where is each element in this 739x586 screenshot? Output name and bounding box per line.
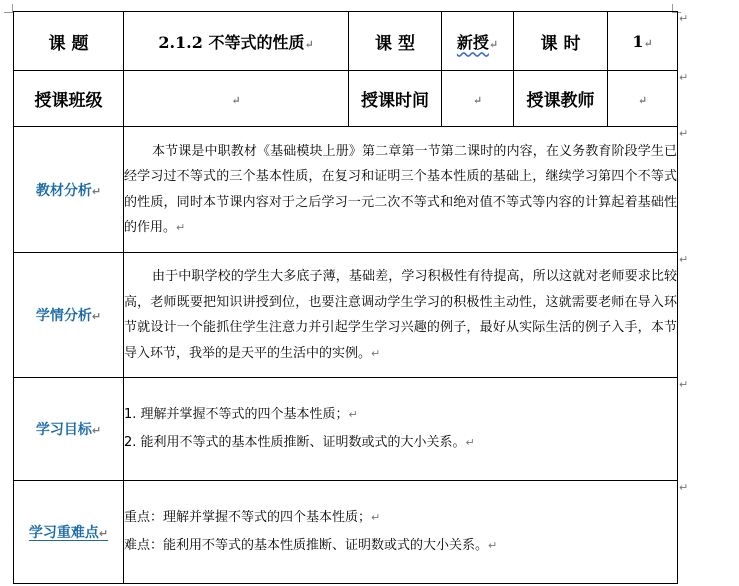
time-value-cell[interactable]: ↵	[442, 71, 514, 127]
type-label-cell[interactable]: 课 型	[349, 12, 442, 71]
goal-item: 2. 能利用不等式的基本性质推断、证明数或式的大小关系。↵	[124, 435, 475, 450]
goal-item: 1. 理解并掌握不等式的四个基本性质；↵	[124, 407, 358, 422]
topic-value-cell[interactable]: 2.1.2 不等式的性质↵	[124, 12, 349, 71]
class-value-cell[interactable]: ↵	[124, 71, 349, 127]
lesson-plan-table	[13, 11, 678, 584]
section-text-textbook[interactable]: 本节课是中职教材《基础模块上册》第二章第一节第二课时的内容，在义务教育阶段学生已经学习过不等式的三个基本性质，在复习和证明三个基本性质的基础上，继续学习第四个不等式的性质，同时本节课内容对于之后学习一元二次不等式和绝对值不等式等内容的计算起着基础性的作用。↵	[124, 127, 678, 253]
section-label-textbook[interactable]: 教材分析↵	[14, 127, 124, 253]
header-row-2	[14, 71, 678, 127]
hours-label-cell[interactable]: 课 时	[514, 12, 608, 71]
keypoint-item: 难点：能利用不等式的基本性质推断、证明数或式的大小关系。↵	[124, 538, 498, 553]
header-row-1	[14, 12, 678, 71]
section-list-goals[interactable]	[124, 378, 678, 481]
section-row-textbook	[14, 127, 678, 253]
row-end-mark: ↵	[679, 253, 689, 266]
section-text-learner[interactable]: 由于中职学校的学生大多底子薄，基础差，学习积极性有待提高，所以这就对老师要求比较高，老师既要把知识讲授到位，也要注意调动学生学习的积极性主动性，这就需要老师在导入环节就设计一个能抓住学生注意力并引起学生学习兴趣的例子，最好从实际生活的例子入手，本节导入环节，我举的是天平的生活中的实例。↵	[124, 253, 678, 378]
type-value-cell[interactable]: 新授↵	[442, 12, 514, 71]
teacher-value-cell[interactable]: ↵	[608, 71, 678, 127]
topic-label-cell[interactable]: 课 题	[14, 12, 124, 71]
teacher-label-cell[interactable]: 授课教师	[514, 71, 608, 127]
spellcheck-word: 新授	[456, 32, 489, 52]
keypoint-item: 重点：理解并掌握不等式的四个基本性质；↵	[124, 510, 381, 525]
section-label-learner[interactable]: 学情分析↵	[14, 253, 124, 378]
page-corner-mark	[4, 4, 13, 13]
section-row-keypoints	[14, 481, 678, 584]
section-label-keypoints[interactable]: 学习重难点↵	[14, 481, 124, 584]
class-label-cell[interactable]: 授课班级	[14, 71, 124, 127]
section-label-goals[interactable]: 学习目标↵	[14, 378, 124, 481]
hours-value-cell[interactable]: 1↵	[608, 12, 678, 71]
time-label-cell[interactable]: 授课时间	[349, 71, 442, 127]
section-row-learner	[14, 253, 678, 378]
row-end-mark: ↵	[679, 71, 689, 84]
row-end-mark: ↵	[679, 127, 689, 140]
row-end-mark: ↵	[679, 378, 689, 391]
row-end-mark: ↵	[679, 12, 689, 25]
row-end-mark: ↵	[679, 481, 689, 494]
section-list-keypoints[interactable]	[124, 481, 678, 584]
section-row-goals	[14, 378, 678, 481]
